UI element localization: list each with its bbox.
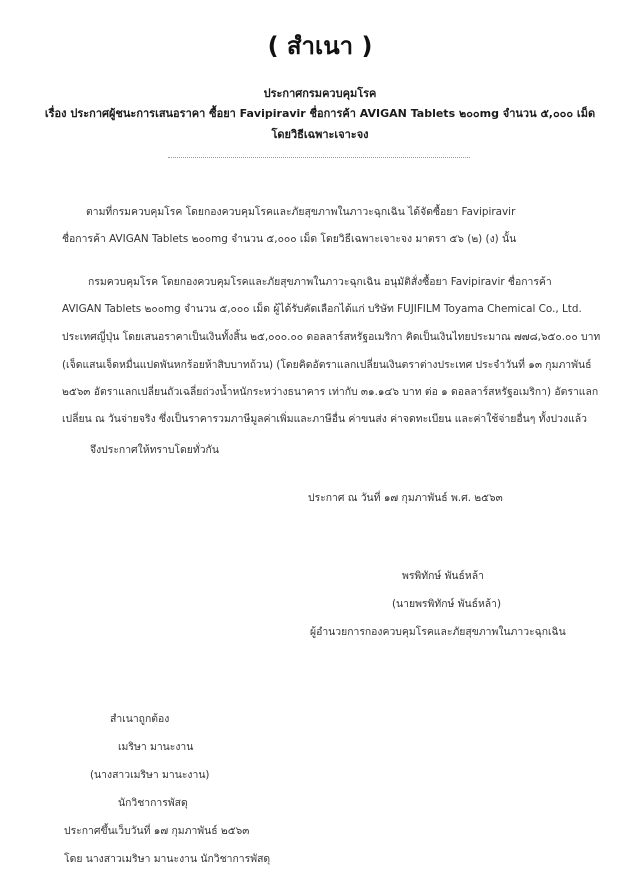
officer-name: (นางสาวเมริษา มานะงาน) bbox=[90, 769, 210, 781]
director-title: ผู้อำนวยการกองควบคุมโรคและภัยสุขภาพในภาวะฉุกเฉิน bbox=[310, 626, 566, 638]
copy-stamp: ( สำเนา ) bbox=[267, 32, 373, 60]
para2-line3: ประเทศญี่ปุ่น โดยเสนอราคาเป็นเงินทั้งสิ้น ๒๕,๐๐๐.๐๐ ดอลลาร์สหรัฐอเมริกา คิดเป็นเงินไทยประมาณ ๗๗๘,๖๕๐.๐๐ บาท bbox=[62, 331, 601, 343]
para1-line2: ชื่อการค้า AVIGAN Tablets ๒๐๐mg จำนวน ๕,๐๐๐ เม็ด โดยวิธีเฉพาะเจาะจง มาตรา ๕๖ (๒) (ง) นั้น bbox=[62, 233, 517, 245]
certified-copy-label: สำเนาถูกต้อง bbox=[110, 713, 170, 725]
officer-position: นักวิชาการพัสดุ bbox=[118, 797, 188, 809]
director-signature: พรพิทักษ์ พันธ์หล้า bbox=[402, 570, 484, 582]
web-posting-date: ประกาศขึ้นเว็บวันที่ ๑๗ กุมภาพันธ์ ๒๕๖๓ bbox=[64, 825, 250, 837]
posted-by: โดย นางสาวเมริษา มานะงาน นักวิชาการพัสดุ bbox=[64, 853, 271, 865]
para2-line1: กรมควบคุมโรค โดยกองควบคุมโรคและภัยสุขภาพในภาวะฉุกเฉิน อนุมัติสั่งซื้อยา Favipiravir ชื่อการค้า bbox=[88, 276, 552, 288]
para2-line2: AVIGAN Tablets ๒๐๐mg จำนวน ๕,๐๐๐ เม็ด ผู้ได้รับคัดเลือกได้แก่ บริษัท FUJIFILM Toyama Chemical Co., Ltd. bbox=[62, 303, 582, 315]
divider bbox=[168, 157, 470, 158]
para2-line6: เปลี่ยน ณ วันจ่ายจริง ซึ่งเป็นราคารวมภาษีมูลค่าเพิ่มและภาษีอื่น ค่าขนส่ง ค่าจดทะเบียน และค่าใช้จ่ายอื่นๆ ทั้งปวงแล้ว bbox=[62, 413, 587, 425]
para2-line5: ๒๕๖๓ อัตราแลกเปลี่ยนถัวเฉลี่ยถ่วงน้ำหนักระหว่างธนาคาร เท่ากับ ๓๑.๑๔๖ บาท ต่อ ๑ ดอลลาร์สหรัฐอเมริกา) อัตราแลก bbox=[62, 386, 599, 398]
subject-line-2: โดยวิธีเฉพาะเจาะจง bbox=[271, 128, 369, 141]
subject-line-1: เรื่อง ประกาศผู้ชนะการเสนอราคา ซื้อยา Favipiravir ชื่อการค้า AVIGAN Tablets ๒๐๐mg จำนวน ๕,๐๐๐ เม็ด bbox=[44, 107, 596, 120]
agency-heading: ประกาศกรมควบคุมโรค bbox=[263, 87, 377, 100]
announcement-date: ประกาศ ณ วันที่ ๑๗ กุมภาพันธ์ พ.ศ. ๒๕๖๓ bbox=[308, 492, 503, 504]
para2-line4: (เจ็ดแสนเจ็ดหมื่นแปดพันหกร้อยห้าสิบบาทถ้วน) (โดยคิดอัตราแลกเปลี่ยนเงินตราต่างประเทศ ประจำวันที่ ๑๓ กุมภาพันธ์ bbox=[62, 359, 592, 371]
para1-line1: ตามที่กรมควบคุมโรค โดยกองควบคุมโรคและภัยสุขภาพในภาวะฉุกเฉิน ได้จัดซื้อยา Favipiravir bbox=[86, 206, 516, 218]
officer-signature: เมริษา มานะงาน bbox=[118, 741, 194, 753]
closing-statement: จึงประกาศให้ทราบโดยทั่วกัน bbox=[90, 444, 219, 456]
director-name: (นายพรพิทักษ์ พันธ์หล้า) bbox=[392, 598, 502, 610]
